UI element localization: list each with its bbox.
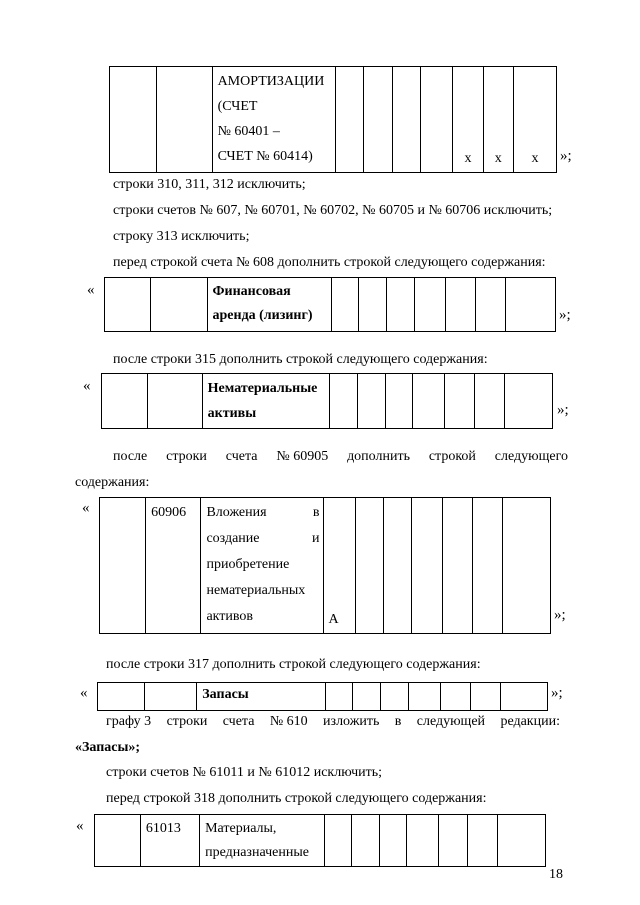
paragraph: перед строкой счета № 608 дополнить строкой следующего содержания: (113, 255, 546, 270)
cell-line: СЧЕТ № 60414) (217, 149, 313, 164)
account-code: 60906 (151, 505, 187, 520)
cell-line: Нематериальные (207, 381, 318, 396)
table-cell (151, 278, 207, 332)
word: следующей (416, 714, 486, 729)
word: счета (222, 714, 255, 729)
table-cell (386, 278, 414, 332)
table-cell (110, 67, 157, 173)
paragraph: строки счетов № 61011 и № 61012 исключить; (106, 765, 383, 780)
table-cell (445, 374, 475, 429)
table-cell (409, 683, 441, 711)
table-cell (331, 278, 359, 332)
table-cell (443, 498, 473, 634)
open-quote: « (83, 378, 91, 394)
close-quote: »; (551, 685, 563, 701)
page-number: 18 (549, 867, 563, 882)
table-cell-name (201, 498, 324, 634)
table-intangibles (101, 373, 553, 429)
cell-line (206, 500, 319, 526)
cell-line: предназначенные (205, 845, 309, 860)
table-cell (357, 374, 385, 429)
open-quote: « (80, 685, 88, 701)
table-investments (99, 497, 551, 634)
table-cell (95, 815, 141, 867)
word: в (394, 714, 402, 729)
table-finance-lease (104, 277, 556, 332)
open-quote: « (87, 282, 95, 298)
table-cell (497, 815, 545, 867)
paragraph: перед строкой 318 дополнить строкой следующего содержания: (106, 791, 487, 806)
paragraph-justified (106, 713, 560, 731)
cell-line: Запасы (202, 687, 249, 702)
table-cell (379, 815, 407, 867)
table-cell (381, 683, 409, 711)
table-cell (98, 683, 145, 711)
table-cell (100, 498, 146, 634)
table-cell-name (212, 67, 336, 173)
table-cell (383, 498, 411, 634)
word: и (311, 531, 320, 546)
word: после (113, 449, 148, 464)
table-cell (446, 278, 476, 332)
word: строки (166, 714, 208, 729)
word: изложить (323, 714, 380, 729)
table-cell-x: x (513, 67, 556, 173)
table-cell (148, 374, 202, 429)
table-cell (438, 815, 468, 867)
paragraph: строки счетов № 607, № 60701, № 60702, № 60705 и № 60706 исключить; (113, 203, 553, 218)
table-cell (502, 498, 550, 634)
word: дополнить (347, 449, 410, 464)
word: создание (206, 531, 260, 546)
word: строкой (428, 449, 476, 464)
cell-line: активов (206, 609, 254, 624)
table-cell (385, 374, 413, 429)
cell-line: № 60401 – (217, 124, 280, 139)
paragraph: «Запасы»; (75, 740, 141, 755)
table-cell (336, 67, 364, 173)
table-cell-name (202, 374, 329, 429)
paragraph: после строки 315 дополнить строкой следующего содержания: (113, 352, 488, 367)
close-quote: »; (559, 307, 571, 323)
cell-line: Материалы, (205, 821, 277, 836)
table-cell (471, 683, 501, 711)
cell-line: активы (207, 406, 257, 421)
table-cell-x: x (483, 67, 513, 173)
table-cell (144, 683, 197, 711)
cell-line (206, 526, 319, 552)
paragraph: после строки 317 дополнить строкой следующего содержания: (106, 657, 481, 672)
open-quote: « (76, 818, 84, 834)
table-cell-name (200, 815, 324, 867)
word: счета (225, 449, 258, 464)
table-cell (505, 278, 555, 332)
word: следующего (494, 449, 568, 464)
table-cell (105, 278, 151, 332)
table-cell-code (146, 498, 201, 634)
close-quote: »; (560, 148, 572, 164)
table-cell (441, 683, 471, 711)
table-cell (352, 815, 380, 867)
account-code: 61013 (145, 821, 181, 836)
table-cell (468, 815, 498, 867)
paragraph: строки 310, 311, 312 исключить; (113, 177, 306, 192)
table-cell-mark: А (324, 498, 356, 634)
table-materials (94, 814, 546, 867)
word: № 60905 (276, 449, 329, 464)
table-cell-name (207, 278, 331, 332)
word: строки (166, 449, 207, 464)
table-cell (413, 374, 445, 429)
word: Вложения (206, 505, 267, 520)
table-cell (474, 374, 504, 429)
table-cell (330, 374, 358, 429)
table-amortization (109, 66, 557, 173)
table-cell (157, 67, 212, 173)
paragraph: строку 313 исключить; (113, 229, 250, 244)
paragraph-justified (113, 448, 568, 466)
table-cell (407, 815, 439, 867)
word: редакции: (500, 714, 560, 729)
table-cell (353, 683, 381, 711)
table-cell (414, 278, 446, 332)
table-cell (359, 278, 387, 332)
table-cell (501, 683, 548, 711)
close-quote: »; (557, 402, 569, 418)
table-cell (504, 374, 552, 429)
table-cell (420, 67, 452, 173)
table-cell (102, 374, 148, 429)
table-cell (392, 67, 420, 173)
cell-line: приобретение (206, 557, 290, 572)
paragraph: содержания: (75, 475, 150, 490)
table-cell (356, 498, 384, 634)
table-cell-x: x (453, 67, 483, 173)
table-cell (364, 67, 392, 173)
cell-line: нематериальных (206, 583, 306, 598)
table-cell (476, 278, 506, 332)
cell-line: аренда (лизинг) (212, 308, 313, 323)
word: в (312, 505, 320, 520)
open-quote: « (82, 500, 90, 516)
table-cell-code (140, 815, 199, 867)
table-cell (411, 498, 443, 634)
cell-line: АМОРТИЗАЦИИ (217, 74, 325, 89)
table-cell (324, 815, 352, 867)
word: № 610 (269, 714, 308, 729)
word: графу 3 (106, 714, 152, 729)
cell-line: Финансовая (212, 284, 291, 299)
table-stocks (97, 682, 548, 711)
table-cell (473, 498, 503, 634)
cell-line: (СЧЕТ (217, 99, 258, 114)
table-cell-name (197, 683, 325, 711)
table-cell (325, 683, 353, 711)
close-quote: »; (554, 607, 566, 623)
